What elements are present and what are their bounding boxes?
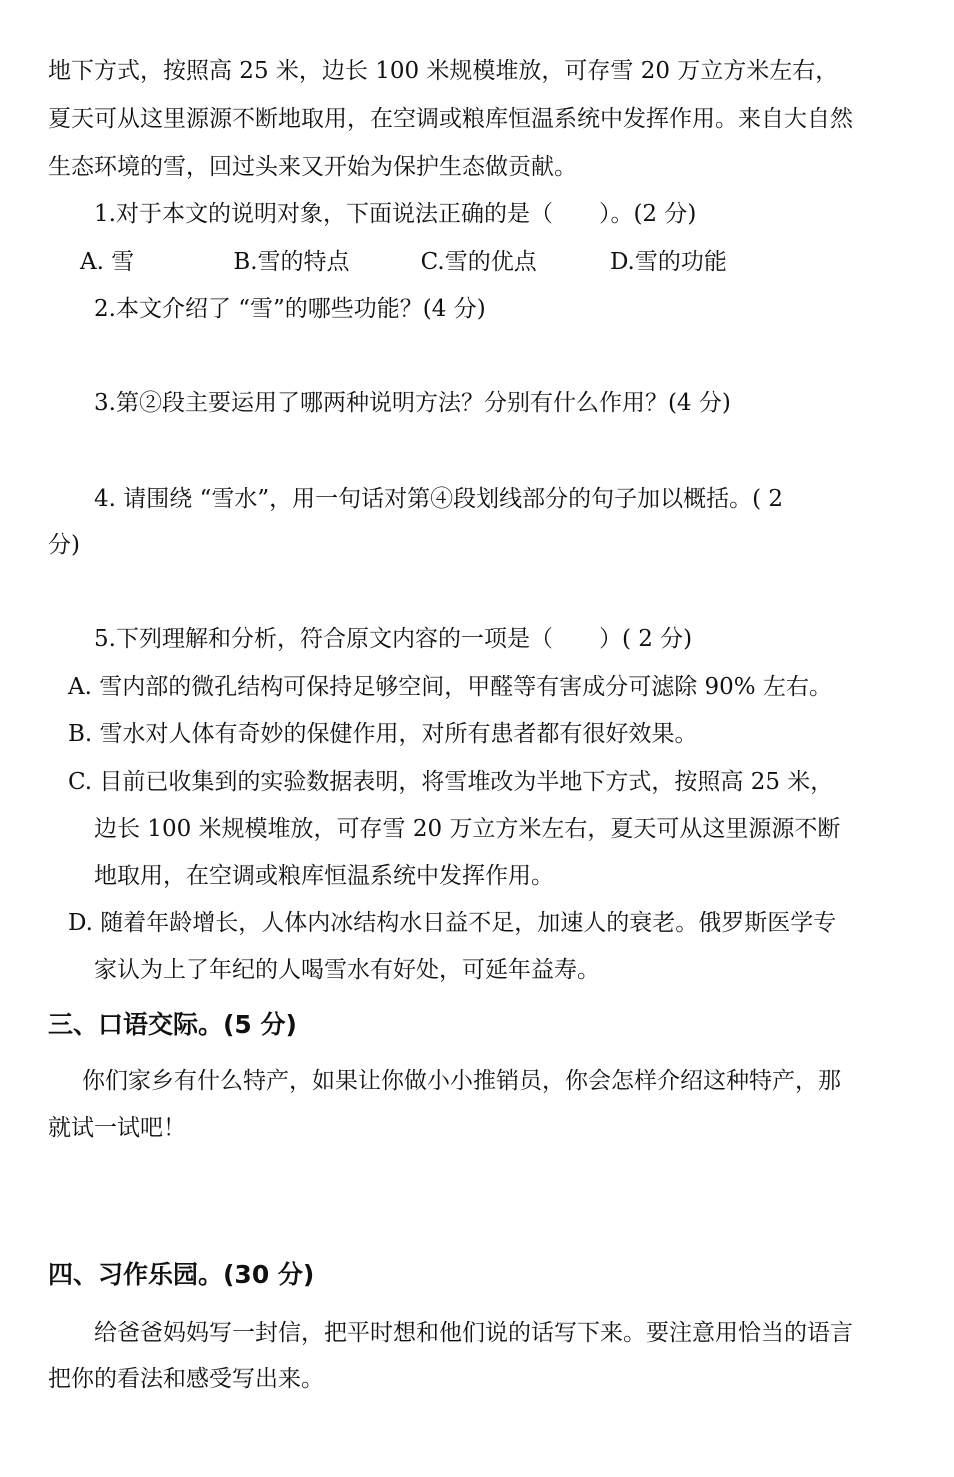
option-d: D.雪的功能 xyxy=(609,249,727,275)
question-4-line-1: 4. 请围绕 “雪水”，用一句话对第④段划线部分的句子加以概括。( 2 xyxy=(94,486,784,512)
question-5-option-c-line-1: C. 目前已收集到的实验数据表明，将雪堆改为半地下方式，按照高 25 米， xyxy=(68,769,834,795)
option-a: A. 雪 xyxy=(80,249,135,275)
option-c: C.雪的优点 xyxy=(420,249,537,275)
section-4-line-2: 把你的看法和感受写出来。 xyxy=(48,1366,324,1392)
section-4-title: 四、习作乐园。(30 分) xyxy=(48,1260,315,1289)
question-2-stem: 2.本文介绍了 “雪”的哪些功能？(4 分) xyxy=(94,296,486,322)
question-1-options xyxy=(80,247,727,277)
section-3-line-2: 就试一试吧！ xyxy=(48,1115,186,1141)
question-5-option-b: B. 雪水对人体有奇妙的保健作用，对所有患者都有很好效果。 xyxy=(68,721,698,747)
passage-line-3: 生态环境的雪，回过头来又开始为保护生态做贡献。 xyxy=(48,154,577,180)
question-4-line-2: 分) xyxy=(48,532,80,558)
question-5-option-a: A. 雪内部的微孔结构可保持足够空间，甲醛等有害成分可滤除 90% 左右。 xyxy=(68,674,832,700)
section-3-line-1: 你们家乡有什么特产，如果让你做小小推销员，你会怎样介绍这种特产，那 xyxy=(82,1068,841,1094)
question-3-stem: 3.第②段主要运用了哪两种说明方法？分别有什么作用？(4 分) xyxy=(94,390,731,416)
question-1-stem: 1.对于本文的说明对象，下面说法正确的是（ ）。(2 分) xyxy=(94,201,697,227)
question-5-option-c-line-3: 地取用，在空调或粮库恒温系统中发挥作用。 xyxy=(94,863,554,889)
question-5-option-c-line-2: 边长 100 米规模堆放，可存雪 20 万立方米左右，夏天可从这里源源不断 xyxy=(94,816,841,842)
question-5-option-d-line-2: 家认为上了年纪的人喝雪水有好处，可延年益寿。 xyxy=(94,957,600,983)
question-5-stem: 5.下列理解和分析，符合原文内容的一项是（ ）( 2 分) xyxy=(94,626,693,652)
passage-line-2: 夏天可从这里源源不断地取用，在空调或粮库恒温系统中发挥作用。来自大自然 xyxy=(48,106,853,132)
passage-line-1: 地下方式，按照高 25 米，边长 100 米规模堆放，可存雪 20 万立方米左右， xyxy=(48,58,839,84)
option-b: B.雪的特点 xyxy=(233,249,350,275)
question-5-option-d-line-1: D. 随着年龄增长，人体内冰结构水日益不足，加速人的衰老。俄罗斯医学专 xyxy=(68,910,837,936)
section-4-line-1: 给爸爸妈妈写一封信，把平时想和他们说的话写下来。要注意用恰当的语言 xyxy=(94,1320,853,1346)
section-3-title: 三、口语交际。(5 分) xyxy=(48,1010,297,1039)
